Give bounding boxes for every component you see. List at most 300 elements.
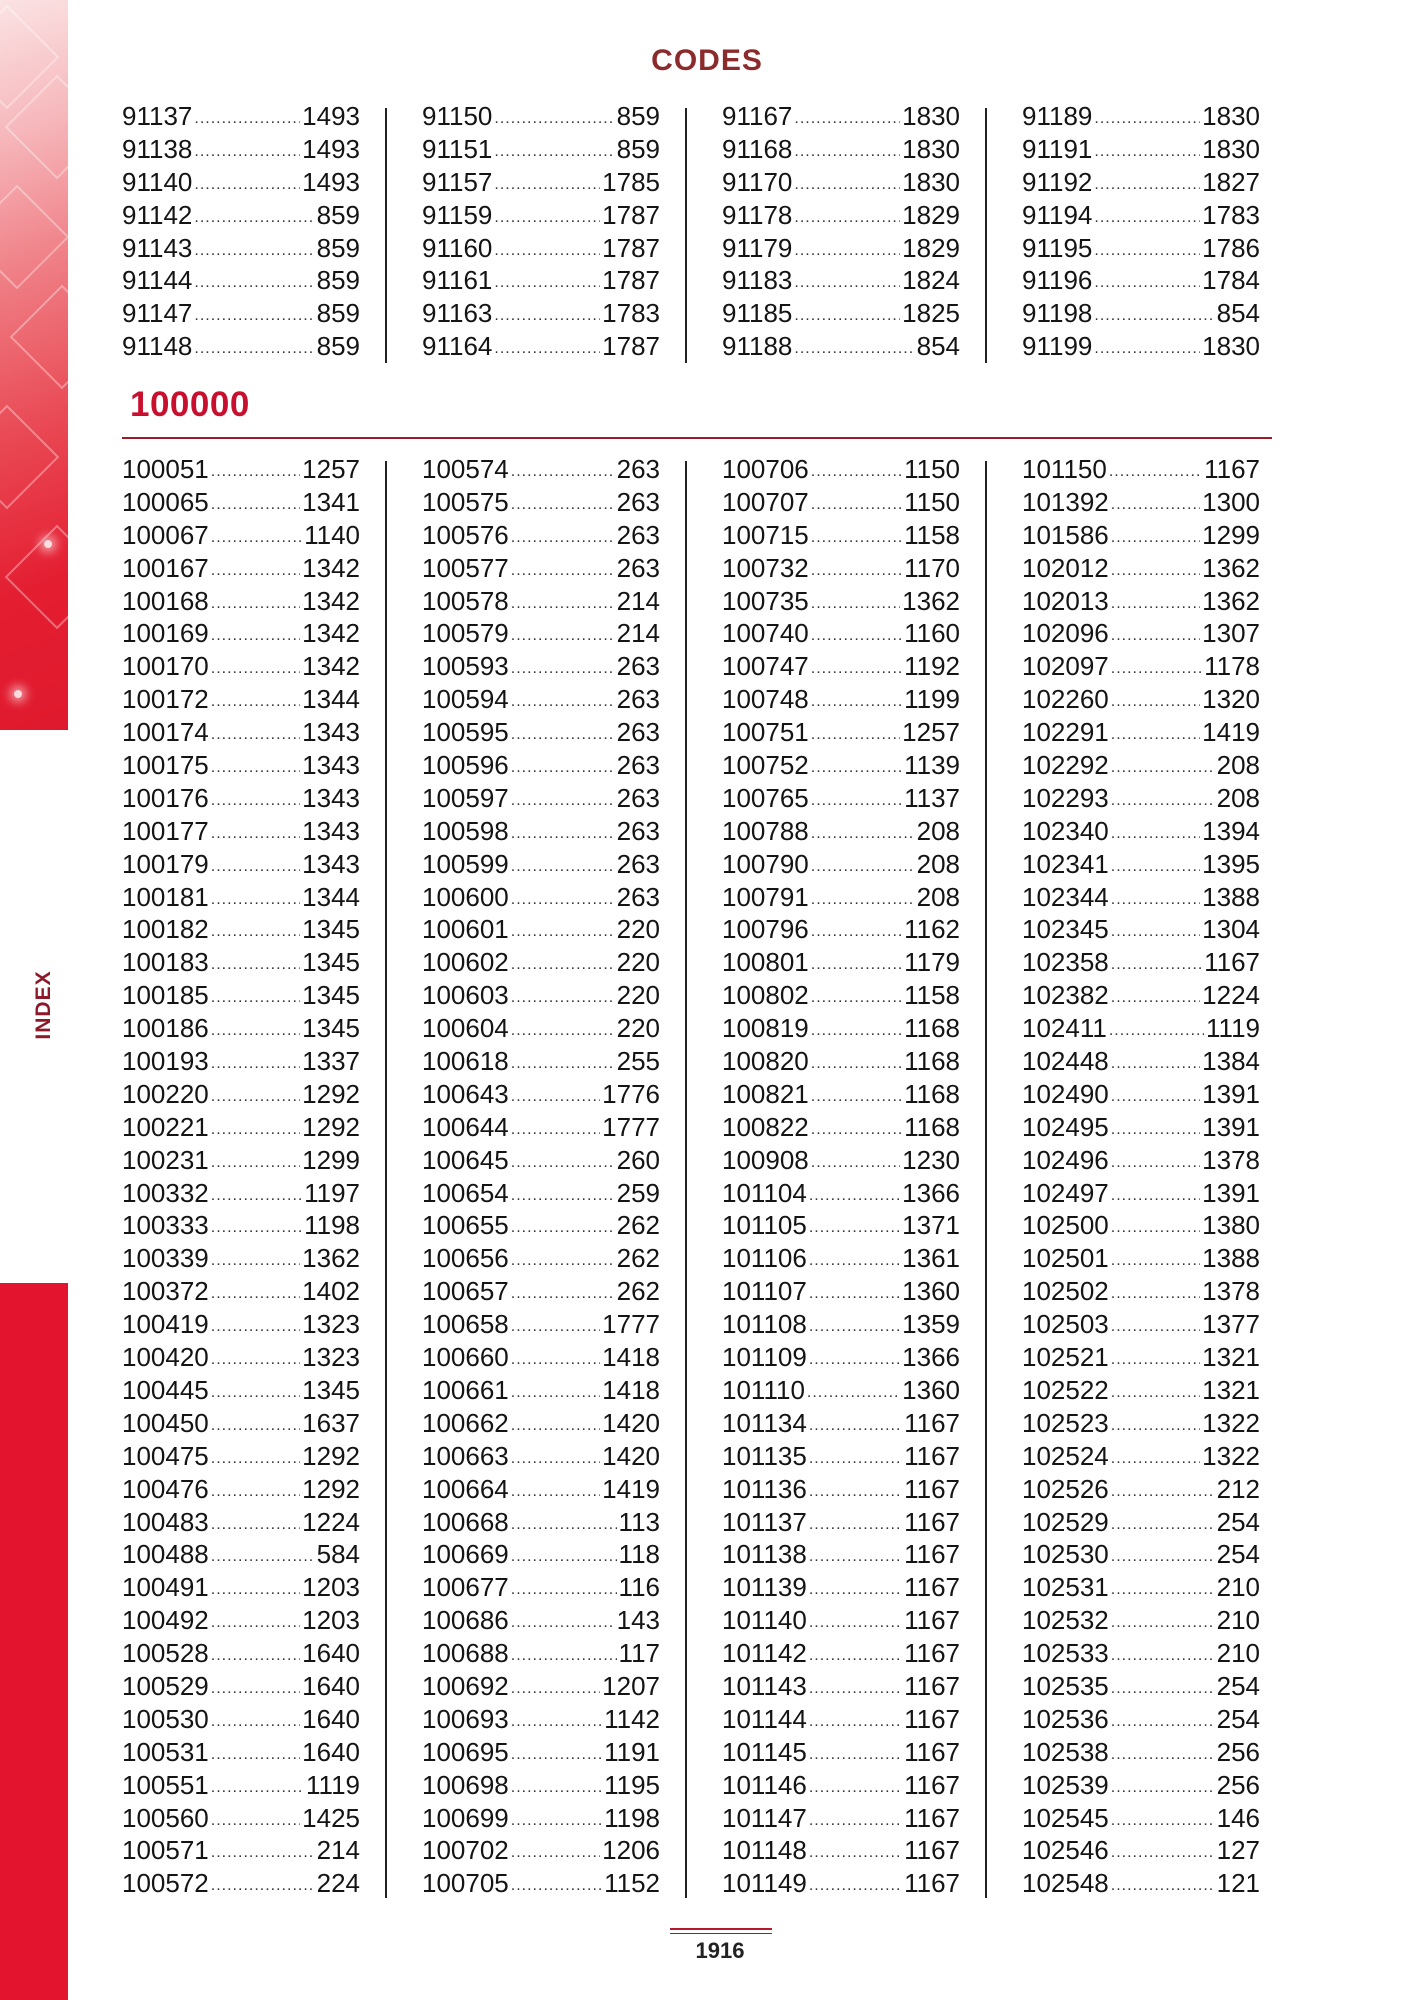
- index-entry: [1022, 1736, 1260, 1769]
- entry-page: 1359: [902, 1309, 960, 1340]
- entry-page: 1378: [1202, 1276, 1260, 1307]
- index-entry: [722, 100, 960, 133]
- entry-page: 220: [616, 947, 660, 978]
- dot-leader: [1111, 760, 1215, 776]
- entry-code: 91163: [422, 298, 493, 329]
- index-column: [122, 100, 360, 363]
- entry-page: 1292: [302, 1473, 360, 1504]
- entry-code: 100571: [122, 1835, 209, 1866]
- entry-page: 263: [616, 454, 660, 484]
- entry-page: 220: [616, 980, 660, 1011]
- entry-page: 1337: [302, 1046, 360, 1077]
- index-entry: [1022, 1045, 1260, 1078]
- index-entry: [1022, 913, 1260, 946]
- entry-page: 1167: [904, 1539, 960, 1570]
- entry-page: 263: [616, 684, 660, 715]
- dot-leader: [511, 1188, 615, 1204]
- entry-code: 100529: [122, 1670, 209, 1701]
- dot-leader: [1111, 924, 1200, 940]
- entry-code: 100175: [122, 750, 209, 781]
- dot-leader: [194, 341, 314, 357]
- entry-page: 1167: [904, 1407, 960, 1438]
- dot-leader: [494, 111, 614, 127]
- dot-leader: [511, 1155, 615, 1171]
- dot-leader: [211, 892, 300, 908]
- entry-code: 101110: [722, 1374, 805, 1405]
- index-entry: [722, 1078, 960, 1111]
- index-entry: [1022, 1473, 1260, 1506]
- index-entry: [722, 946, 960, 979]
- index-entry: [1022, 979, 1260, 1012]
- entry-code: 100686: [422, 1605, 509, 1636]
- entry-page: 1388: [1202, 1243, 1260, 1274]
- entry-code: 91189: [1022, 101, 1093, 131]
- index-entry: [422, 946, 660, 979]
- index-entry: [422, 1407, 660, 1440]
- entry-page: 256: [1216, 1736, 1260, 1767]
- entry-code: 100801: [722, 947, 809, 978]
- dot-leader: [211, 859, 300, 875]
- index-entry: [722, 1867, 960, 1900]
- dot-leader: [211, 1319, 300, 1335]
- entry-page: 1420: [602, 1407, 660, 1438]
- dot-leader: [809, 1253, 900, 1269]
- entry-page: 1167: [1204, 947, 1260, 978]
- entry-code: 100579: [422, 618, 509, 649]
- entry-page: 1167: [904, 1670, 960, 1701]
- index-entry: [422, 1736, 660, 1769]
- entry-page: 117: [618, 1638, 660, 1669]
- entry-code: 100597: [422, 782, 509, 813]
- entry-code: 101586: [1022, 519, 1109, 550]
- dot-leader: [811, 1089, 902, 1105]
- entry-code: 100747: [722, 651, 809, 682]
- section-heading: 100000: [130, 385, 250, 424]
- index-entry: [1022, 782, 1260, 815]
- index-entry: [122, 1538, 360, 1571]
- entry-page: 118: [618, 1539, 660, 1570]
- entry-page: 1304: [1202, 914, 1260, 945]
- dot-leader: [511, 1484, 600, 1500]
- index-entry: [422, 1834, 660, 1867]
- index-entry: [122, 1012, 360, 1045]
- page-number: 1916: [695, 1938, 745, 1963]
- dot-leader: [494, 243, 600, 259]
- entry-code: 91137: [122, 101, 193, 131]
- dot-leader: [811, 1056, 902, 1072]
- dot-leader: [494, 341, 600, 357]
- dot-leader: [1111, 1122, 1200, 1138]
- entry-code: 100491: [122, 1572, 209, 1603]
- index-entry: [1022, 1242, 1260, 1275]
- entry-page: 1388: [1202, 881, 1260, 912]
- entry-code: 100707: [722, 486, 809, 517]
- entry-code: 102522: [1022, 1374, 1109, 1405]
- entry-code: 101145: [722, 1736, 807, 1767]
- dot-leader: [809, 1582, 902, 1598]
- dot-leader: [809, 1451, 902, 1467]
- column-divider: [385, 461, 387, 1898]
- index-entry: [122, 1078, 360, 1111]
- index-entry: [422, 1308, 660, 1341]
- dot-leader: [794, 210, 900, 226]
- dot-leader: [211, 1747, 300, 1763]
- dot-leader: [1111, 1451, 1200, 1467]
- dot-leader: [1111, 530, 1200, 546]
- entry-code: 100657: [422, 1276, 509, 1307]
- index-entry: [722, 1802, 960, 1835]
- entry-code: 100576: [422, 519, 509, 550]
- entry-code: 91191: [1022, 133, 1093, 164]
- entry-page: 263: [616, 519, 660, 550]
- entry-page: 1206: [602, 1835, 660, 1866]
- entry-code: 100531: [122, 1736, 209, 1767]
- dot-leader: [1111, 1056, 1200, 1072]
- entry-code: 102536: [1022, 1703, 1109, 1734]
- entry-code: 100182: [122, 914, 209, 945]
- dot-leader: [811, 727, 900, 743]
- index-entry: [1022, 1670, 1260, 1703]
- dot-leader: [211, 530, 302, 546]
- index-entry: [122, 585, 360, 618]
- entry-code: 100595: [422, 717, 509, 748]
- entry-code: 100170: [122, 651, 209, 682]
- dot-leader: [1111, 1089, 1200, 1105]
- entry-page: 1168: [904, 1013, 960, 1044]
- entry-page: 1119: [1206, 1013, 1260, 1044]
- dot-leader: [809, 1681, 902, 1697]
- index-entry: [722, 1374, 960, 1407]
- entry-code: 100788: [722, 815, 809, 846]
- entry-code: 91147: [122, 298, 193, 329]
- entry-page: 1371: [902, 1210, 960, 1241]
- index-entry: [1022, 330, 1260, 363]
- entry-code: 100177: [122, 815, 209, 846]
- entry-code: 102523: [1022, 1407, 1109, 1438]
- index-entry: [122, 1407, 360, 1440]
- entry-page: 1179: [904, 947, 960, 978]
- entry-code: 100908: [722, 1144, 809, 1175]
- entry-code: 101105: [722, 1210, 807, 1241]
- entry-page: 859: [616, 101, 660, 131]
- dot-leader: [511, 727, 615, 743]
- entry-page: 854: [1216, 298, 1260, 329]
- dot-leader: [811, 464, 902, 480]
- index-entry: [422, 1341, 660, 1374]
- dot-leader: [211, 1615, 300, 1631]
- dot-leader: [811, 957, 902, 973]
- entry-code: 100332: [122, 1177, 209, 1208]
- entry-code: 100662: [422, 1407, 509, 1438]
- index-entry: [722, 1703, 960, 1736]
- entry-page: 1419: [1202, 717, 1260, 748]
- index-entry: [122, 453, 360, 486]
- entry-code: 91140: [122, 166, 193, 197]
- index-entry: [122, 881, 360, 914]
- index-entry: [422, 848, 660, 881]
- entry-page: 1830: [902, 166, 960, 197]
- index-entry: [122, 232, 360, 265]
- dot-leader: [811, 990, 902, 1006]
- entry-code: 100732: [722, 552, 809, 583]
- entry-code: 102530: [1022, 1539, 1109, 1570]
- entry-code: 100664: [422, 1473, 509, 1504]
- dot-leader: [511, 1878, 602, 1894]
- entry-page: 1345: [302, 980, 360, 1011]
- entry-code: 101146: [722, 1769, 807, 1800]
- index-entry: [422, 552, 660, 585]
- index-entry: [1022, 166, 1260, 199]
- dot-leader: [809, 1517, 902, 1533]
- dot-leader: [1094, 275, 1200, 291]
- index-entry: [122, 264, 360, 297]
- index-entry: [1022, 199, 1260, 232]
- index-entry: [422, 1242, 660, 1275]
- index-entry: [722, 1045, 960, 1078]
- dot-leader: [811, 1155, 900, 1171]
- index-entry: [422, 913, 660, 946]
- entry-code: 102345: [1022, 914, 1109, 945]
- dot-leader: [1111, 1780, 1215, 1796]
- entry-code: 101139: [722, 1572, 807, 1603]
- entry-page: 1830: [1202, 331, 1260, 362]
- dot-leader: [811, 760, 902, 776]
- index-entry: [122, 1275, 360, 1308]
- entry-page: 1292: [302, 1078, 360, 1109]
- entry-page: 1140: [304, 519, 360, 550]
- dot-leader: [194, 243, 314, 259]
- entry-code: 102496: [1022, 1144, 1109, 1175]
- entry-code: 100221: [122, 1111, 209, 1142]
- entry-code: 100572: [122, 1868, 209, 1899]
- dot-leader: [211, 1385, 300, 1401]
- entry-code: 91161: [422, 265, 493, 296]
- dot-leader: [1111, 1385, 1200, 1401]
- dot-leader: [511, 1780, 602, 1796]
- index-entry: [722, 232, 960, 265]
- entry-page: 1167: [904, 1473, 960, 1504]
- dot-leader: [211, 826, 300, 842]
- entry-code: 101137: [722, 1506, 807, 1537]
- index-entry: [422, 650, 660, 683]
- dot-leader: [1111, 1319, 1200, 1335]
- entry-page: 1322: [1202, 1407, 1260, 1438]
- dot-leader: [211, 957, 300, 973]
- index-entry: [722, 1834, 960, 1867]
- entry-code: 100483: [122, 1506, 209, 1537]
- entry-page: 1167: [904, 1506, 960, 1537]
- entry-code: 102521: [1022, 1342, 1109, 1373]
- dot-leader: [494, 144, 614, 160]
- index-entry: [722, 486, 960, 519]
- entry-page: 1343: [302, 717, 360, 748]
- entry-page: 263: [616, 782, 660, 813]
- entry-code: 100475: [122, 1440, 209, 1471]
- index-entry: [122, 716, 360, 749]
- entry-code: 100051: [122, 454, 209, 484]
- entry-page: 1170: [904, 552, 960, 583]
- dot-leader: [1111, 892, 1200, 908]
- entry-code: 100645: [422, 1144, 509, 1175]
- dot-leader: [1111, 1714, 1215, 1730]
- entry-code: 102546: [1022, 1835, 1109, 1866]
- dot-leader: [194, 177, 300, 193]
- dot-leader: [211, 727, 300, 743]
- entry-code: 100820: [722, 1046, 809, 1077]
- dot-leader: [807, 1385, 900, 1401]
- index-entry: [1022, 232, 1260, 265]
- entry-code: 102341: [1022, 848, 1109, 879]
- entry-code: 102503: [1022, 1309, 1109, 1340]
- entry-page: 1395: [1202, 848, 1260, 879]
- index-entry: [1022, 1078, 1260, 1111]
- entry-page: 255: [616, 1046, 660, 1077]
- entry-page: 1787: [602, 331, 660, 362]
- entry-page: 1362: [1202, 585, 1260, 616]
- entry-code: 100752: [722, 750, 809, 781]
- index-entry: [722, 617, 960, 650]
- entry-page: 584: [316, 1539, 360, 1570]
- index-entry: [422, 683, 660, 716]
- index-entry: [122, 519, 360, 552]
- entry-page: 1321: [1202, 1374, 1260, 1405]
- index-entry: [722, 199, 960, 232]
- index-entry: [722, 453, 960, 486]
- entry-page: 1786: [1202, 232, 1260, 263]
- dot-leader: [211, 1352, 300, 1368]
- index-entry: [1022, 881, 1260, 914]
- dot-leader: [794, 177, 900, 193]
- dot-leader: [809, 1352, 900, 1368]
- dot-leader: [494, 275, 600, 291]
- index-entry: [1022, 585, 1260, 618]
- entry-page: 1829: [902, 199, 960, 230]
- entry-code: 91144: [122, 265, 193, 296]
- index-entry: [1022, 133, 1260, 166]
- dot-leader: [1094, 177, 1200, 193]
- index-entry: [122, 1473, 360, 1506]
- dot-leader: [211, 1253, 300, 1269]
- index-entry: [722, 913, 960, 946]
- index-entry: [122, 1506, 360, 1539]
- dot-leader: [211, 1286, 300, 1302]
- dot-leader: [511, 1813, 602, 1829]
- index-entry: [422, 133, 660, 166]
- dot-leader: [1111, 1549, 1215, 1565]
- entry-code: 100748: [722, 684, 809, 715]
- index-column: [122, 453, 360, 1900]
- index-entry: [1022, 100, 1260, 133]
- entry-page: 859: [316, 298, 360, 329]
- entry-code: 100577: [422, 552, 509, 583]
- entry-code: 100790: [722, 848, 809, 879]
- dot-leader: [211, 661, 300, 677]
- index-entry: [422, 979, 660, 1012]
- dot-leader: [1111, 1648, 1215, 1664]
- dot-leader: [1111, 1681, 1215, 1697]
- dot-leader: [211, 1089, 300, 1105]
- entry-page: 116: [618, 1572, 660, 1603]
- entry-page: 214: [616, 585, 660, 616]
- entry-code: 91142: [122, 199, 193, 230]
- entry-code: 100601: [422, 914, 509, 945]
- entry-page: 1341: [302, 486, 360, 517]
- entry-code: 100372: [122, 1276, 209, 1307]
- entry-page: 1377: [1202, 1309, 1260, 1340]
- entry-code: 102013: [1022, 585, 1109, 616]
- entry-page: 210: [1216, 1605, 1260, 1636]
- entry-page: 210: [1216, 1572, 1260, 1603]
- index-entry: [422, 749, 660, 782]
- entry-page: 1391: [1202, 1177, 1260, 1208]
- entry-code: 100551: [122, 1769, 209, 1800]
- index-entry: [722, 1209, 960, 1242]
- dot-leader: [511, 1023, 615, 1039]
- entry-page: 1300: [1202, 486, 1260, 517]
- entry-page: 1343: [302, 750, 360, 781]
- index-entry: [1022, 453, 1260, 486]
- entry-code: 100821: [722, 1078, 809, 1109]
- entry-code: 91194: [1022, 199, 1093, 230]
- dot-leader: [1094, 111, 1200, 127]
- index-entry: [122, 1209, 360, 1242]
- entry-page: 1362: [1202, 552, 1260, 583]
- index-entry: [422, 486, 660, 519]
- dot-leader: [211, 1549, 315, 1565]
- dot-leader: [1111, 1484, 1215, 1500]
- entry-page: 1167: [1204, 454, 1260, 484]
- entry-page: 1203: [302, 1572, 360, 1603]
- entry-page: 859: [316, 232, 360, 263]
- index-entry: [1022, 650, 1260, 683]
- entry-page: 1344: [302, 684, 360, 715]
- entry-code: 91195: [1022, 232, 1093, 263]
- entry-code: 100172: [122, 684, 209, 715]
- entry-page: 1418: [602, 1342, 660, 1373]
- entry-code: 102340: [1022, 815, 1109, 846]
- index-entry: [122, 749, 360, 782]
- entry-page: 859: [316, 265, 360, 296]
- entry-page: 1827: [1202, 166, 1260, 197]
- index-entry: [722, 716, 960, 749]
- entry-page: 1787: [602, 265, 660, 296]
- dot-leader: [211, 497, 300, 513]
- entry-page: 262: [616, 1210, 660, 1241]
- dot-leader: [511, 1549, 617, 1565]
- index-entry: [722, 1670, 960, 1703]
- entry-page: 859: [316, 331, 360, 362]
- dot-leader: [511, 596, 615, 612]
- entry-code: 102535: [1022, 1670, 1109, 1701]
- entry-page: 224: [316, 1868, 360, 1899]
- dot-leader: [1111, 1220, 1200, 1236]
- entry-code: 100596: [422, 750, 509, 781]
- dot-leader: [811, 793, 902, 809]
- entry-code: 100333: [122, 1210, 209, 1241]
- dot-leader: [1111, 1615, 1215, 1631]
- entry-code: 102533: [1022, 1638, 1109, 1669]
- index-entry: [122, 1802, 360, 1835]
- index-entry: [122, 1736, 360, 1769]
- entry-page: 1203: [302, 1605, 360, 1636]
- entry-code: 102344: [1022, 881, 1109, 912]
- entry-code: 91164: [422, 331, 493, 362]
- entry-code: 101147: [722, 1802, 807, 1833]
- dot-leader: [1111, 1747, 1215, 1763]
- dot-leader: [211, 1188, 302, 1204]
- entry-page: 263: [616, 881, 660, 912]
- dot-leader: [794, 275, 900, 291]
